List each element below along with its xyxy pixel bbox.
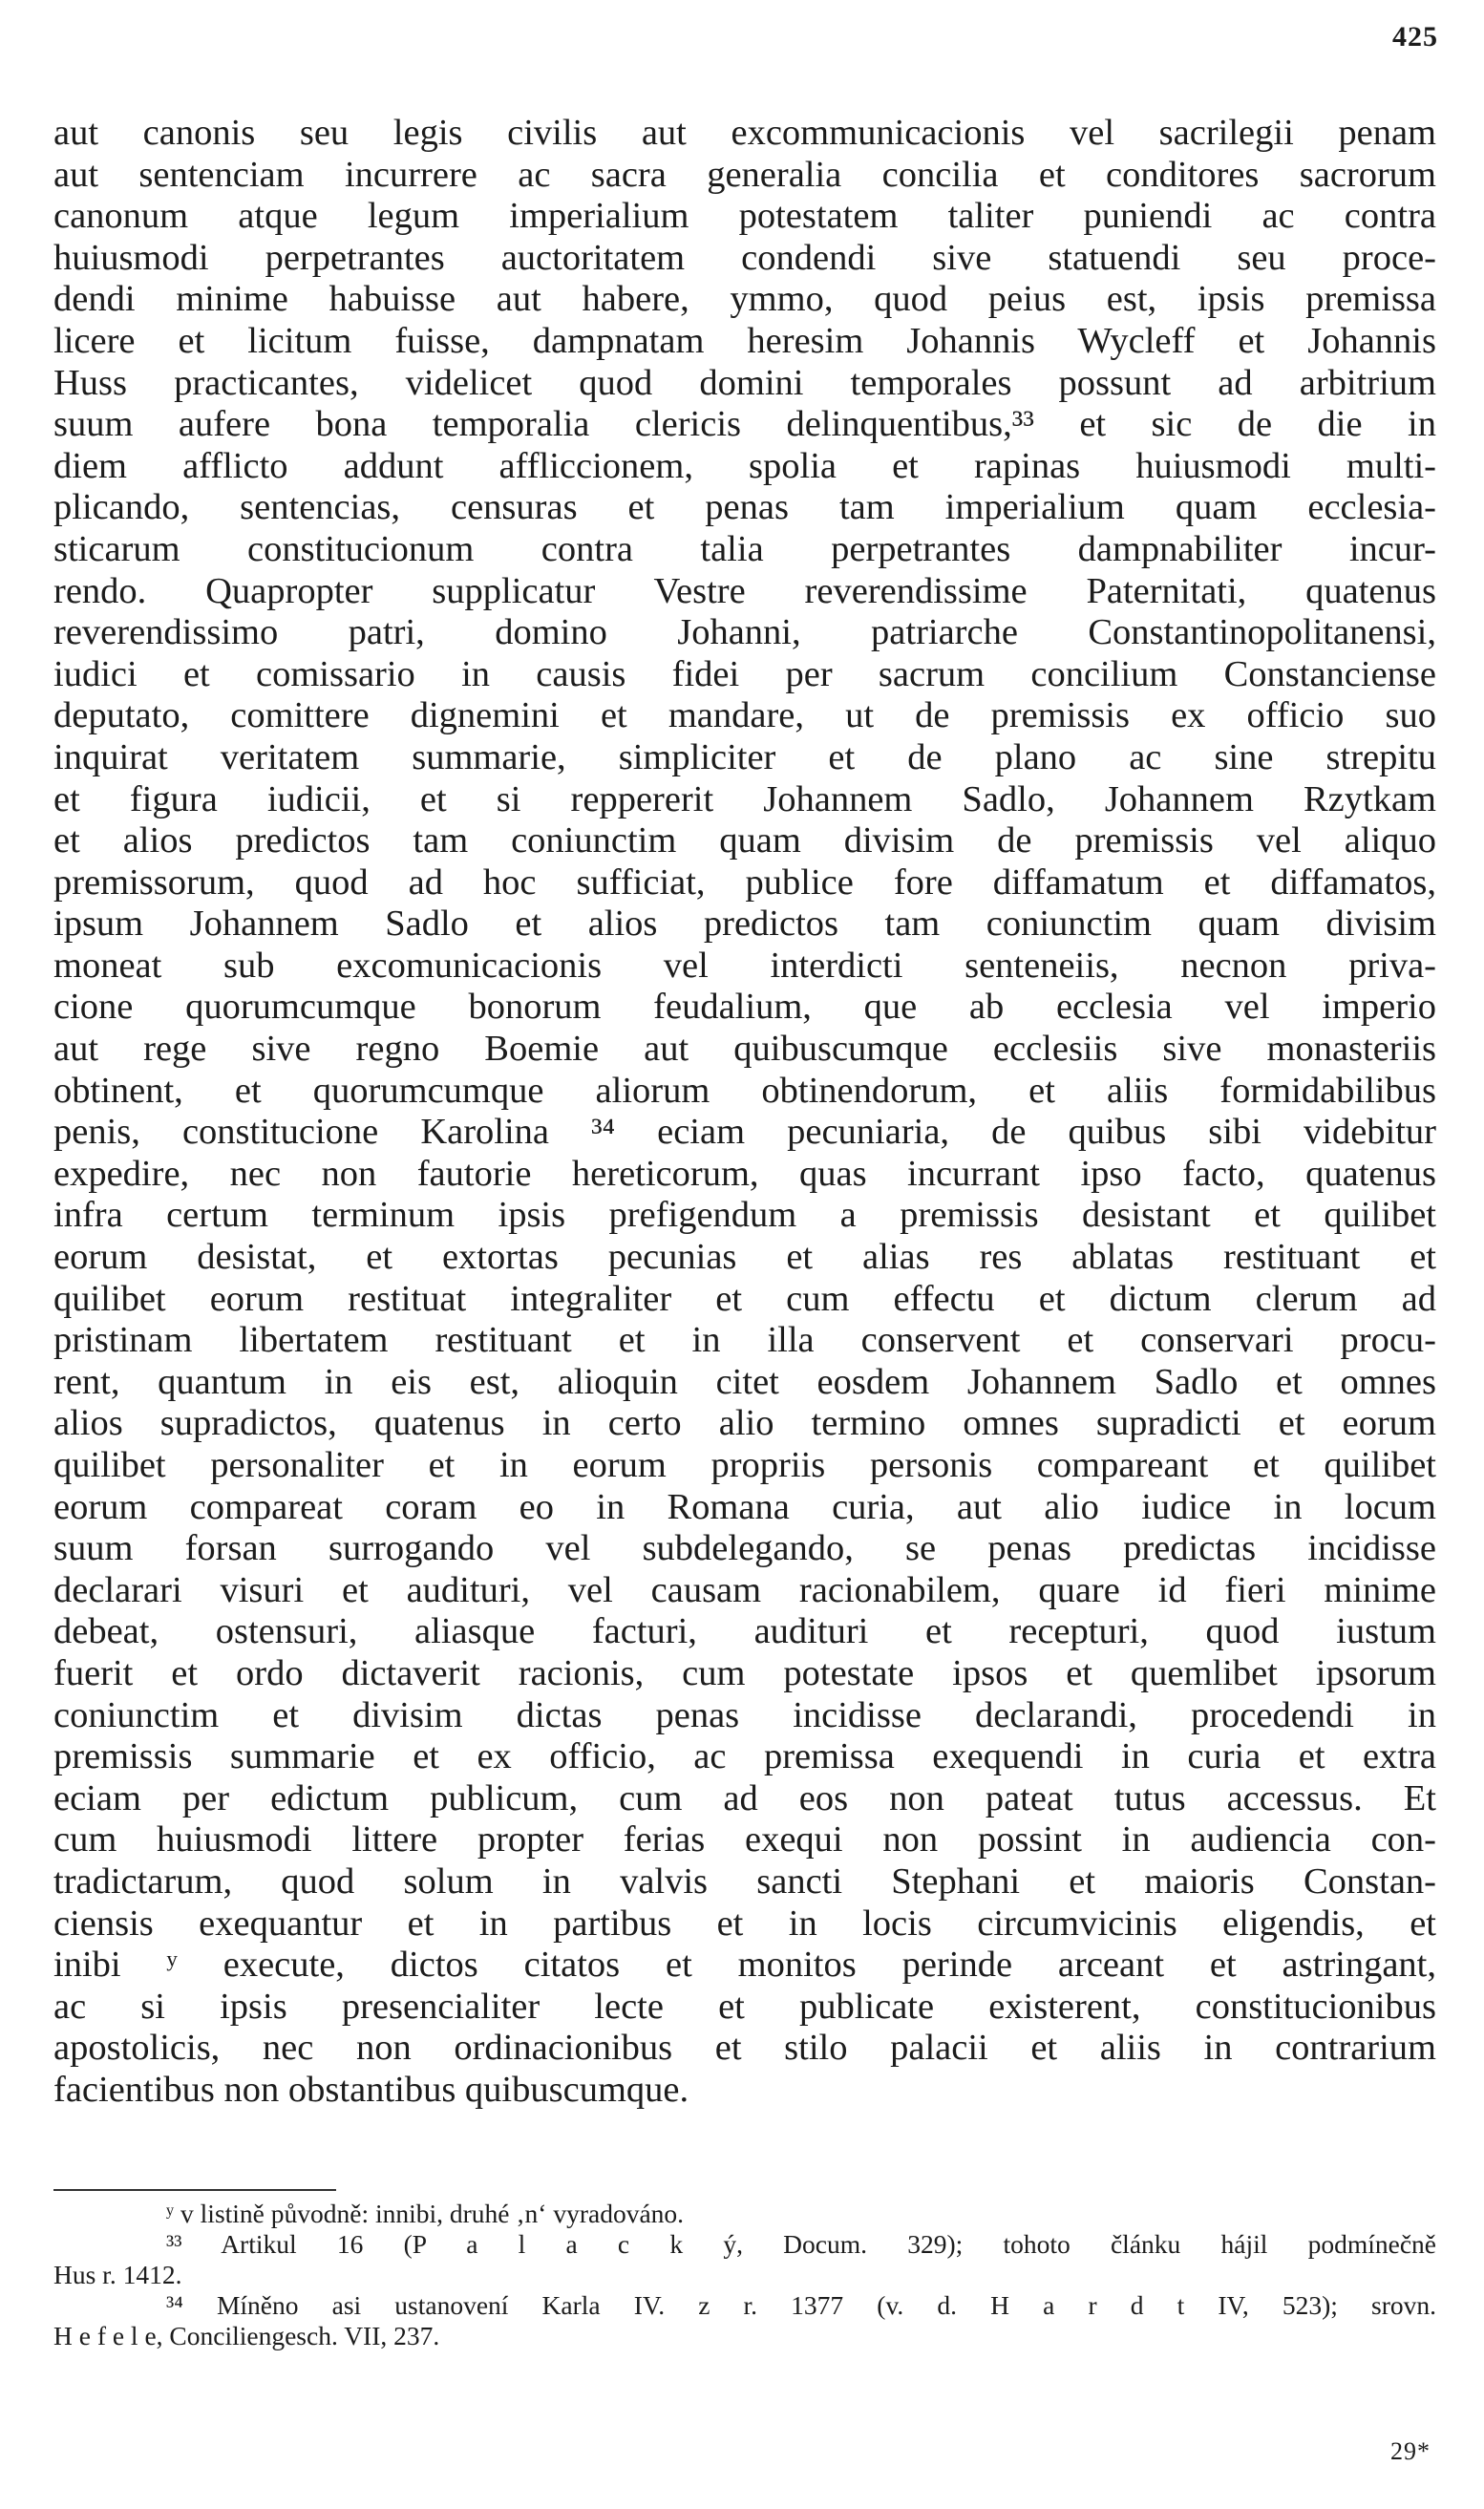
body-line: diem afflicto addunt affliccionem, spolia et rapinas huiusmodi multi- [53,445,1436,486]
body-line: infra certum terminum ipsis prefigendum a premissis desistant et quilibet [53,1195,1436,1236]
signature-mark: 29* [1390,2437,1431,2465]
footnote-33-line-1: ³³ Artikul 16 (P a l a c k ý, Docum. 329); tohoto článku hájil podmínečně [166,2229,1436,2259]
body-line: rendo. Quapropter supplicatur Vestre reverendissime Paternitati, quatenus [53,570,1436,611]
body-line: suum aufere bona temporalia clericis delinquentibus,³³ et sic de die in [53,404,1436,445]
body-line: aut sentenciam incurrere ac sacra generalia concilia et conditores sacrorum [53,154,1436,195]
body-line: aut rege sive regno Boemie aut quibuscumque ecclesiis sive monasteriis [53,1029,1436,1070]
body-line: eorum desistat, et extortas pecunias et alias res ablatas restituant et [53,1237,1436,1278]
body-line: pristinam libertatem restituant et in illa conservent et conservari procu- [53,1320,1436,1361]
body-line: ipsum Johannem Sadlo et alios predictos tam coniunctim quam divisim [53,904,1436,945]
body-line: sticarum constitucionum contra talia perpetrantes dampnabiliter incur- [53,528,1436,569]
body-line: aut canonis seu legis civilis aut excommunicacionis vel sacrilegii penam [53,113,1436,153]
body-line: et figura iudicii, et si reppererit Johannem Sadlo, Johannem Rzytkam [53,778,1436,819]
body-line: cione quorumcumque bonorum feudalium, que ab ecclesia vel imperio [53,987,1436,1028]
body-line: obtinent, et quorumcumque aliorum obtinendorum, et aliis formidabilibus [53,1070,1436,1111]
footnote-34-line-2: H e f e l e, Conciliengesch. VII, 237. [53,2321,440,2350]
body-line: ac si ipsis presencialiter lecte et publicate existerent, constitucionibus [53,1986,1436,2027]
body-line: quilibet personaliter et in eorum propriis personis compareant et quilibet [53,1445,1436,1485]
body-line: iudici et comissario in causis fidei per sacrum concilium Constanciense [53,653,1436,694]
body-line: apostolicis, nec non ordinacionibus et stilo palacii et aliis in contrarium [53,2028,1436,2069]
body-line: premissorum, quod ad hoc sufficiat, publice fore diffamatum et diffamatos, [53,861,1436,903]
footnote-33-line-2: Hus r. 1412. [53,2260,182,2289]
body-line: cum huiusmodi littere propter ferias exequi non possint in audiencia con- [53,1819,1436,1860]
body-line: eorum compareat coram eo in Romana curia, aut alio iudice in locum [53,1486,1436,1527]
body-line: reverendissimo patri, domino Johanni, patriarche Constantinopolitanensi, [53,612,1436,653]
body-line: fuerit et ordo dictaverit racionis, cum potestate ipsos et quemlibet ipsorum [53,1652,1436,1693]
body-line: deputato, comittere dignemini et mandare, ut de premissis ex officio suo [53,695,1436,736]
body-line: plicando, sentencias, censuras et penas tam imperialium quam ecclesia- [53,487,1436,528]
footnote-34-line-1: ³⁴ Míněno asi ustanovení Karla IV. z r. 1377 (v. d. H a r d t IV, 523); srovn. [166,2290,1436,2320]
body-line: inquirat veritatem summarie, simpliciter et de plano ac sine strepitu [53,736,1436,777]
body-line: et alios predictos tam coniunctim quam divisim de premissis vel aliquo [53,820,1436,861]
body-line: premissis summarie et ex officio, ac premissa exequendi in curia et extra [53,1736,1436,1777]
body-line: alios supradictos, quatenus in certo alio termino omnes supradicti et eorum [53,1403,1436,1444]
body-line: ciensis exequantur et in partibus et in locis circumvicinis eligendis, et [53,1903,1436,1944]
body-line: facientibus non obstantibus quibuscumque. [53,2069,689,2110]
page-number: 425 [1392,21,1438,53]
body-line: expedire, nec non fautorie hereticorum, quas incurrant ipso facto, quatenus [53,1153,1436,1194]
body-line: declarari visuri et audituri, vel causam racionabilem, quare id fieri minime [53,1569,1436,1610]
body-line: Huss practicantes, videlicet quod domini temporales possunt ad arbitrium [53,362,1436,403]
body-line: rent, quantum in eis est, alioquin citet eosdem Johannem Sadlo et omnes [53,1361,1436,1402]
body-line: licere et licitum fuisse, dampnatam heresim Johannis Wycleff et Johannis [53,320,1436,361]
body-line: debeat, ostensuri, aliasque facturi, audituri et recepturi, quod iustum [53,1611,1436,1652]
body-line: quilibet eorum restituat integraliter et cum effectu et dictum clerum ad [53,1278,1436,1319]
body-line: eciam per edictum publicum, cum ad eos non pateat tutus accessus. Et [53,1777,1436,1818]
body-line: penis, constitucione Karolina ³⁴ eciam pecuniaria, de quibus sibi videbitur [53,1112,1436,1153]
body-line: tradictarum, quod solum in valvis sancti Stephani et maioris Constan- [53,1860,1436,1902]
body-line: moneat sub excomunicacionis vel interdicti senteneiis, necnon priva- [53,945,1436,986]
body-line: suum forsan surrogando vel subdelegando, se penas predictas incidisse [53,1528,1436,1569]
footnote-rule [53,2189,336,2191]
body-line: dendi minime habuisse aut habere, ymmo, quod peius est, ipsis premissa [53,279,1436,320]
body-line: huiusmodi perpetrantes auctoritatem condendi sive statuendi seu proce- [53,237,1436,278]
body-line: canonum atque legum imperialium potestatem taliter puniendi ac contra [53,196,1436,237]
footnotes [53,2199,1436,2351]
body-line: inibi ʸ execute, dictos citatos et monitos perinde arceant et astringant, [53,1945,1436,1986]
footnote-y: ʸ v listině původně: innibi, druhé ‚n‘ vyradováno. [166,2199,685,2228]
body-line: coniunctim et divisim dictas penas incidisse declarandi, procedendi in [53,1694,1436,1735]
body-text [53,113,1436,2112]
